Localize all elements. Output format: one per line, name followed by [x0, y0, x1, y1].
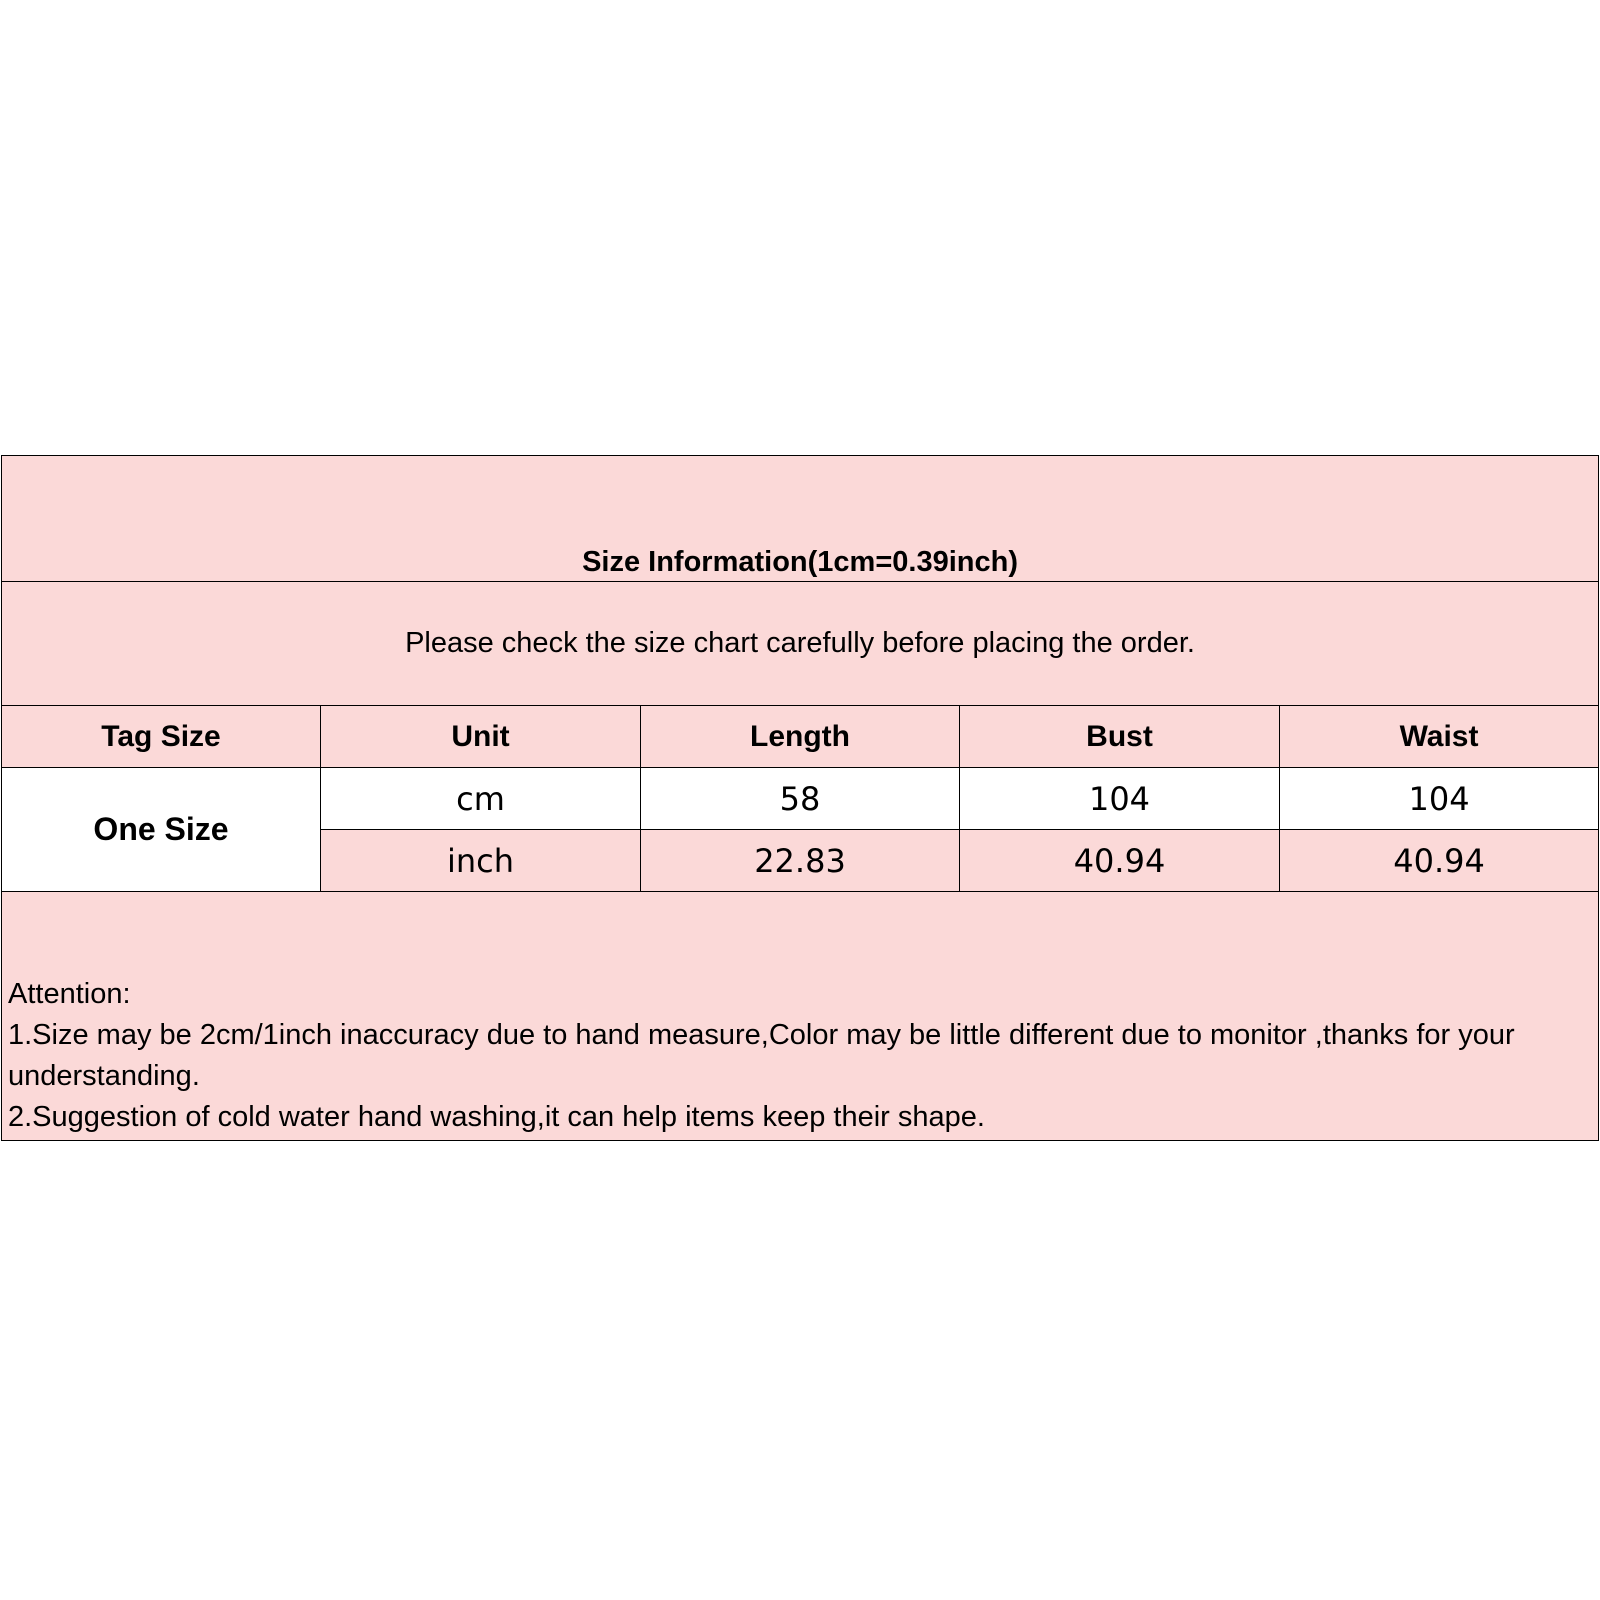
attention-notes: [2, 892, 1599, 1141]
waist-cell: 40.94: [1280, 830, 1599, 892]
unit-cell: inch: [321, 830, 641, 892]
size-chart-table: [1, 455, 1599, 1141]
size-chart-subtitle: Please check the size chart carefully before placing the order.: [2, 582, 1599, 706]
waist-cell: 104: [1280, 768, 1599, 830]
length-cell: 58: [641, 768, 960, 830]
table-row: [2, 768, 1599, 830]
column-header-tag-size: Tag Size: [2, 706, 321, 768]
length-cell: 22.83: [641, 830, 960, 892]
unit-cell: cm: [321, 768, 641, 830]
bust-cell: 40.94: [960, 830, 1280, 892]
size-chart-title: Size Information(1cm=0.39inch): [2, 456, 1599, 582]
column-header-length: Length: [641, 706, 960, 768]
column-header-waist: Waist: [1280, 706, 1599, 768]
column-header-unit: Unit: [321, 706, 641, 768]
attention-note: 1.Size may be 2cm/1inch inaccuracy due to hand measure,Color may be little different due to monitor ,thanks for your understanding.: [8, 1019, 1515, 1092]
column-header-bust: Bust: [960, 706, 1280, 768]
attention-heading: Attention:: [8, 978, 131, 1010]
attention-note: 2.Suggestion of cold water hand washing,it can help items keep their shape.: [8, 1101, 985, 1133]
bust-cell: 104: [960, 768, 1280, 830]
table-header-row: [2, 706, 1599, 768]
tag-size-cell: One Size: [2, 768, 321, 892]
